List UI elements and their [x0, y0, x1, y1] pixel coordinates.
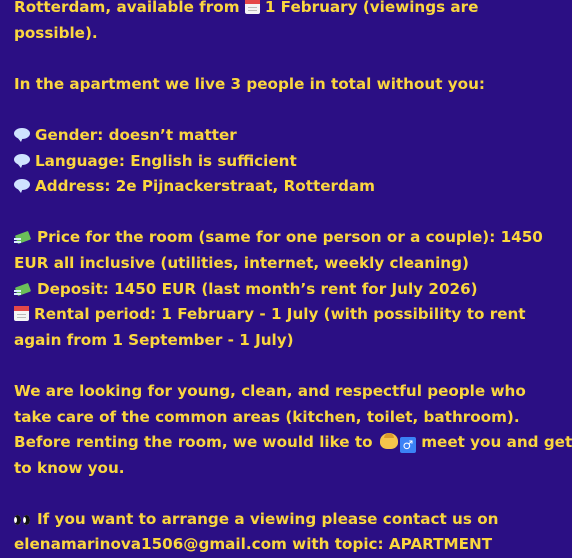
list-item: [14, 123, 542, 149]
list-item: [14, 507, 542, 533]
list-item-text: Gender: doesn’t matter: [35, 125, 237, 144]
money-with-wings-icon: [14, 282, 32, 296]
list-item: [14, 174, 542, 200]
male-sign-icon: ♂: [400, 437, 416, 453]
text-segment: meet you and get: [421, 433, 572, 452]
text-line: [14, 0, 542, 21]
list-item: [14, 149, 542, 175]
text-line: EUR all inclusive (utilities, internet, weekly cleaning): [14, 253, 469, 272]
text-segment: 1 February (viewings are: [264, 0, 479, 16]
list-item-text: Language: English is sufficient: [35, 151, 297, 170]
text-segment: Before renting the room, we would like to: [14, 433, 373, 452]
text-line: possible).: [14, 23, 98, 42]
money-with-wings-icon: [14, 230, 32, 244]
text-line: We are looking for young, clean, and respectful people who: [14, 381, 526, 400]
list-item-text: Price for the room (same for one person or a couple): 1450: [37, 228, 543, 247]
list-item-text: Address: 2e Pijnackerstraat, Rotterdam: [35, 177, 375, 196]
person-icon: [380, 433, 398, 449]
eyes-icon: [14, 514, 32, 526]
contact-email[interactable]: elenamarinova1506@gmail.com with topic: APARTMENT: [14, 535, 493, 554]
list-item-text: Rental period: 1 February - 1 July (with possibility to rent: [34, 305, 526, 324]
text-line: In the apartment we live 3 people in total without you:: [14, 74, 485, 93]
list-item: [14, 302, 542, 328]
speech-bubble-icon: [14, 179, 30, 193]
calendar-icon: [14, 306, 29, 321]
list-item: [14, 277, 542, 303]
text-line: to know you.: [14, 458, 125, 477]
text-segment: Rotterdam, available from: [14, 0, 240, 16]
list-item-text: If you want to arrange a viewing please contact us on: [37, 509, 499, 528]
speech-bubble-icon: [14, 154, 30, 168]
speech-bubble-icon: [14, 128, 30, 142]
calendar-icon: [245, 0, 260, 14]
list-item: [14, 225, 542, 251]
text-line: again from 1 September - 1 July): [14, 330, 294, 349]
text-line: [14, 430, 572, 456]
list-item-text: Deposit: 1450 EUR (last month’s rent for July 2026): [37, 279, 478, 298]
text-line: take care of the common areas (kitchen, toilet, bathroom).: [14, 407, 520, 426]
post-text: [14, 0, 572, 558]
